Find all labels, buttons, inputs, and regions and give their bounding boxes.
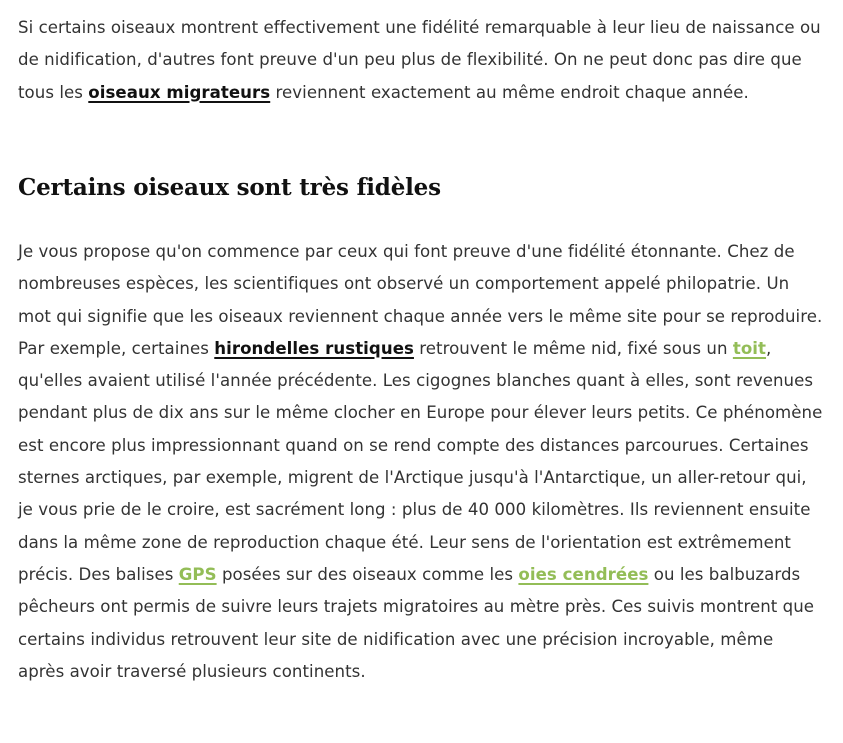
link-gps[interactable]: GPS (178, 564, 217, 584)
section-heading: Certains oiseaux sont très fidèles (18, 174, 441, 201)
paragraph-text-4: posées sur des oiseaux comme les (216, 564, 519, 584)
paragraph-text-1: Je vous propose qu'on commence par ceux qui font preuve d'une fidélité étonnante. Chez de nombreuses espèces, les scientifiques ont observé un comportement appelé philopatrie. Un mot qui signifie que les oiseaux reviennent chaque année vers le même site pour se reproduire. Par exemple, certaines (18, 242, 823, 358)
link-hirondelles-rustiques[interactable]: hirondelles rustiques (214, 338, 414, 358)
link-oies-cendrees[interactable]: oies cendrées (518, 564, 649, 584)
paragraph-text-2: retrouvent le même nid, fixé sous un (413, 338, 733, 358)
section-paragraph (18, 236, 824, 688)
link-toit[interactable]: toit (732, 338, 767, 358)
intro-text-end: reviennent exactement au même endroit chaque année. (270, 82, 749, 102)
intro-text-start: Si certains oiseaux montrent effectivement une fidélité remarquable à leur lieu de naissance ou de nidification, d'autres font preuve d'un peu plus de flexibilité. On ne peut donc pas dire que tous les (18, 18, 821, 102)
paragraph-text-5: ou les balbuzards pêcheurs ont permis de suivre leurs trajets migratoires au mètre près. Ces suivis montrent que certains individus retrouvent leur site de nidification avec une précision incroyable, même après avoir traversé plusieurs continents. (18, 564, 815, 681)
intro-paragraph (18, 12, 824, 109)
link-oiseaux-migrateurs[interactable]: oiseaux migrateurs (88, 82, 271, 102)
paragraph-text-3: , qu'elles avaient utilisé l'année précédente. Les cigognes blanches quant à elles, sont revenues pendant plus de dix ans sur le même clocher en Europe pour élever leurs petits. Ce phénomène est encore plus impressionnant quand on se rend compte des distances parcourues. Certaines sternes arctiques, par exemple, migrent de l'Arctique jusqu'à l'Antarctique, un aller-retour qui, je vous prie de le croire, est sacrément long : plus de 40 000 kilomètres. Ils reviennent ensuite dans la même zone de reproduction chaque été. Leur sens de l'orientation est extrêmement précis. Des balises (18, 338, 823, 584)
